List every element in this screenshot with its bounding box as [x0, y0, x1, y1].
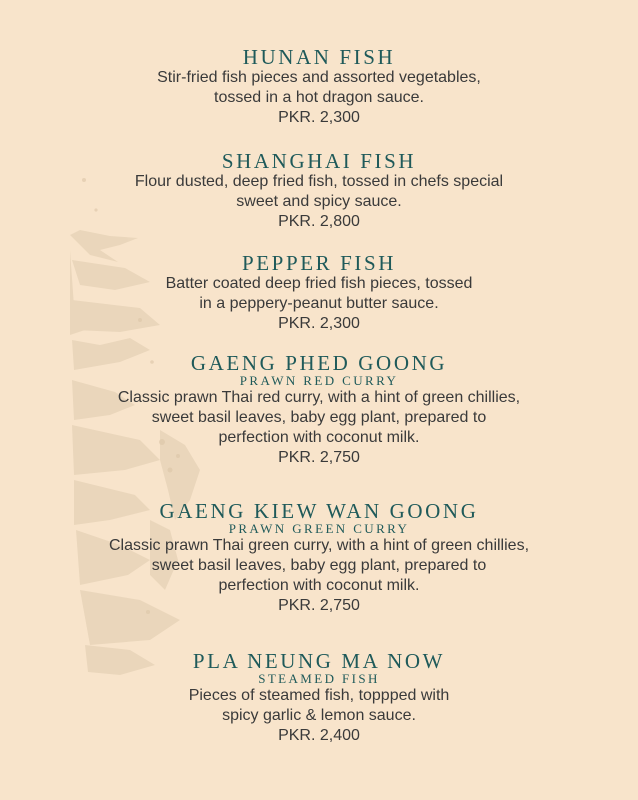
dish-price: PKR. 2,300: [278, 109, 360, 126]
dish-description-line: in a peppery-peanut butter sauce.: [199, 295, 439, 312]
menu-item-gaeng-kiew-wan-goong: [0, 500, 638, 616]
dish-subtitle: STEAMED FISH: [258, 671, 380, 686]
dish-title: GAENG PHED GOONG: [190, 351, 448, 375]
dish-description-line: tossed in a hot dragon sauce.: [214, 89, 424, 106]
dish-description-line: spicy garlic & lemon sauce.: [222, 707, 416, 724]
dish-price: PKR. 2,400: [278, 727, 360, 744]
dish-description-line: Flour dusted, deep fried fish, tossed in chefs special: [134, 173, 504, 190]
dish-description-line: Stir-fried fish pieces and assorted vegetables,: [157, 69, 481, 86]
dish-description-line: Pieces of steamed fish, toppped with: [188, 687, 450, 704]
dish-description-line: perfection with coconut milk.: [218, 429, 420, 446]
dish-title: GAENG KIEW WAN GOONG: [159, 499, 479, 523]
dish-description-line: sweet and spicy sauce.: [236, 193, 402, 210]
dish-price: PKR. 2,750: [278, 449, 360, 466]
dish-title: PLA NEUNG MA NOW: [192, 649, 446, 673]
dish-price: PKR. 2,750: [278, 597, 360, 614]
menu-item-pepper-fish: [0, 252, 638, 334]
dish-title: SHANGHAI FISH: [221, 149, 417, 173]
menu-item-gaeng-phed-goong: [0, 352, 638, 468]
dish-description-line: sweet basil leaves, baby egg plant, prepared to: [151, 409, 487, 426]
dish-title: PEPPER FISH: [241, 251, 397, 275]
dish-price: PKR. 2,800: [278, 213, 360, 230]
dish-price: PKR. 2,300: [278, 315, 360, 332]
dish-subtitle: PRAWN GREEN CURRY: [228, 521, 410, 536]
menu-item-hunan-fish: [0, 46, 638, 128]
dish-subtitle: PRAWN RED CURRY: [239, 373, 399, 388]
dish-description-line: Batter coated deep fried fish pieces, tossed: [165, 275, 473, 292]
dish-description-line: Classic prawn Thai green curry, with a hint of green chillies,: [108, 537, 530, 554]
dish-description-line: perfection with coconut milk.: [218, 577, 420, 594]
menu-item-pla-neung-ma-now: [0, 650, 638, 746]
dish-title: HUNAN FISH: [242, 45, 396, 69]
dish-description-line: sweet basil leaves, baby egg plant, prepared to: [151, 557, 487, 574]
menu-item-shanghai-fish: [0, 150, 638, 232]
dish-description-line: Classic prawn Thai red curry, with a hint of green chillies,: [117, 389, 521, 406]
